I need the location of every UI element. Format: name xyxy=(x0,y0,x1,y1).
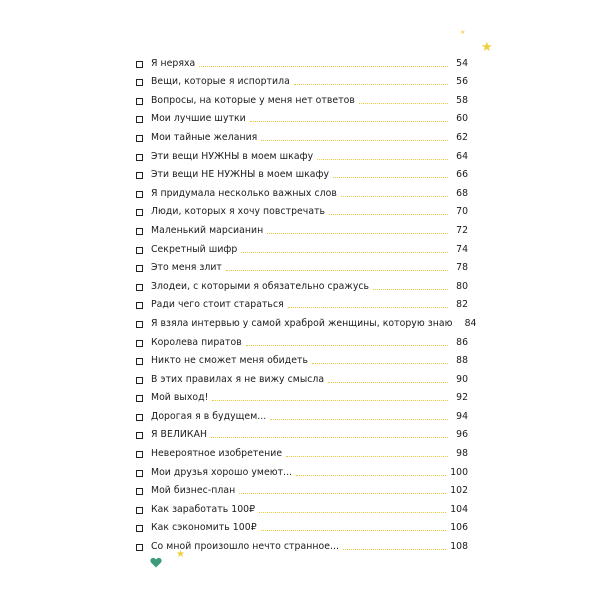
toc-entry-title: Я взяла интервью у самой храброй женщины, которую знаю xyxy=(151,317,453,329)
checkbox-icon[interactable] xyxy=(136,507,143,514)
toc-entry-title: Вопросы, на которые у меня нет ответов xyxy=(151,94,355,106)
dotted-leader xyxy=(211,436,448,438)
dotted-leader xyxy=(226,269,448,271)
toc-entry-title: Я неряха xyxy=(151,57,196,69)
checkbox-icon[interactable] xyxy=(136,209,143,216)
dotted-leader xyxy=(359,102,448,104)
checkbox-icon[interactable] xyxy=(136,228,143,235)
toc-entry-page-number: 104 xyxy=(450,503,468,515)
checkbox-icon[interactable] xyxy=(136,525,143,532)
toc-entry-page-number: 100 xyxy=(450,466,468,478)
dotted-leader xyxy=(259,511,446,513)
toc-entry-title: Как сэкономить 100₽ xyxy=(151,522,257,534)
toc-entry[interactable] xyxy=(136,496,468,515)
toc-entry[interactable] xyxy=(136,292,468,311)
toc-entry-title: Маленький марсианин xyxy=(151,224,264,236)
toc-entry-page-number: 66 xyxy=(456,169,468,181)
toc-entry-page-number: 64 xyxy=(456,150,468,162)
heart-icon xyxy=(150,557,162,568)
toc-entry[interactable] xyxy=(136,329,468,348)
toc-entry[interactable] xyxy=(136,515,468,534)
toc-entry[interactable] xyxy=(136,366,468,385)
toc-entry-page-number: 102 xyxy=(450,485,468,497)
dotted-leader xyxy=(239,492,446,494)
checkbox-icon[interactable] xyxy=(136,432,143,439)
toc-entry-page-number: 82 xyxy=(456,299,468,311)
checkbox-icon[interactable] xyxy=(136,470,143,477)
toc-entry-title: Я придумала несколько важных слов xyxy=(151,187,337,199)
toc-entry-page-number: 78 xyxy=(456,262,468,274)
dotted-leader xyxy=(373,288,448,290)
star-icon: ★ xyxy=(176,549,185,560)
toc-entry-title: Злодеи, с которыми я обязательно сражусь xyxy=(151,280,370,292)
toc-entry-title: Королева пиратов xyxy=(151,336,242,348)
toc-entry[interactable] xyxy=(136,180,468,199)
checkbox-icon[interactable] xyxy=(136,247,143,254)
checkbox-icon[interactable] xyxy=(136,358,143,365)
toc-entry-title: Ради чего стоит стараться xyxy=(151,299,284,311)
toc-entry-page-number: 62 xyxy=(456,131,468,143)
toc-entry-title: Мои друзья хорошо умеют... xyxy=(151,466,293,478)
checkbox-icon[interactable] xyxy=(136,302,143,309)
toc-entry-title: Эти вещи НУЖНЫ в моем шкафу xyxy=(151,150,314,162)
toc-entry-page-number: 56 xyxy=(456,76,468,88)
toc-entry-page-number: 86 xyxy=(456,336,468,348)
toc-entry-page-number: 108 xyxy=(450,541,468,553)
toc-entry-page-number: 96 xyxy=(456,429,468,441)
toc-entry-page-number: 94 xyxy=(456,410,468,422)
toc-entry[interactable] xyxy=(136,255,468,274)
checkbox-icon[interactable] xyxy=(136,395,143,402)
toc-entry-title: Вещи, которые я испортила xyxy=(151,76,290,88)
toc-entry-title: Эти вещи НЕ НУЖНЫ в моем шкафу xyxy=(151,169,330,181)
dotted-leader xyxy=(246,344,448,346)
dotted-leader xyxy=(329,213,448,215)
toc-entry-page-number: 98 xyxy=(456,448,468,460)
dotted-leader xyxy=(333,176,448,178)
toc-entry-title: Со мной произошло нечто странное... xyxy=(151,541,340,553)
toc-entry[interactable] xyxy=(136,440,468,459)
toc-entry-page-number: 54 xyxy=(456,57,468,69)
dotted-leader xyxy=(312,362,448,364)
toc-entry[interactable] xyxy=(136,50,468,69)
toc-entry-page-number: 74 xyxy=(456,243,468,255)
dotted-leader xyxy=(199,65,448,67)
dotted-leader xyxy=(341,195,448,197)
toc-entry[interactable] xyxy=(136,124,468,143)
toc-entry-title: В этих правилах я не вижу смысла xyxy=(151,373,325,385)
toc-entry-title: Я ВЕЛИКАН xyxy=(151,429,208,441)
toc-entry[interactable] xyxy=(136,162,468,181)
toc-entry-page-number: 72 xyxy=(456,224,468,236)
toc-entry[interactable] xyxy=(136,87,468,106)
toc-entry-title: Никто не сможет меня обидеть xyxy=(151,355,309,367)
dotted-leader xyxy=(250,120,448,122)
dotted-leader xyxy=(261,139,448,141)
checkbox-icon[interactable] xyxy=(136,61,143,68)
checkbox-icon[interactable] xyxy=(136,79,143,86)
toc-entry-page-number: 106 xyxy=(450,522,468,534)
checkbox-icon[interactable] xyxy=(136,340,143,347)
checkbox-icon[interactable] xyxy=(136,98,143,105)
dotted-leader xyxy=(294,83,448,85)
checkbox-icon[interactable] xyxy=(136,451,143,458)
toc-entry[interactable] xyxy=(136,217,468,236)
toc-entry-page-number: 68 xyxy=(456,187,468,199)
dotted-leader xyxy=(270,418,448,420)
star-icon: ★ xyxy=(481,40,493,55)
toc-entry-title: Мои тайные желания xyxy=(151,131,258,143)
dotted-leader xyxy=(241,251,448,253)
toc-entry-title: Мой бизнес-план xyxy=(151,485,236,497)
dotted-leader xyxy=(261,529,447,531)
checkbox-icon[interactable] xyxy=(136,377,143,384)
dotted-leader xyxy=(267,232,448,234)
toc-entry-title: Мой выход! xyxy=(151,392,209,404)
checkbox-icon[interactable] xyxy=(136,172,143,179)
toc-entry-page-number: 84 xyxy=(464,317,477,329)
dotted-leader xyxy=(328,381,448,383)
toc-entry-page-number: 92 xyxy=(456,392,468,404)
checkbox-icon[interactable] xyxy=(136,488,143,495)
dotted-leader xyxy=(288,306,448,308)
toc-entry[interactable] xyxy=(136,478,468,497)
toc-entry-title: Секретный шифр xyxy=(151,243,238,255)
dotted-leader xyxy=(212,399,448,401)
checkbox-icon[interactable] xyxy=(136,284,143,291)
toc-entry-title: Невероятное изобретение xyxy=(151,448,283,460)
toc-entry-page-number: 80 xyxy=(456,280,468,292)
table-of-contents xyxy=(136,50,477,553)
checkbox-icon[interactable] xyxy=(136,116,143,123)
checkbox-icon[interactable] xyxy=(136,154,143,161)
checkbox-icon[interactable] xyxy=(136,265,143,272)
toc-entry-page-number: 60 xyxy=(456,113,468,125)
dotted-leader xyxy=(286,455,448,457)
toc-entry-title: Как заработать 100₽ xyxy=(151,503,256,515)
toc-entry[interactable] xyxy=(136,403,468,422)
toc-entry[interactable] xyxy=(136,422,468,441)
toc-entry[interactable] xyxy=(136,143,468,162)
toc-entry[interactable] xyxy=(136,385,468,404)
checkbox-icon[interactable] xyxy=(136,321,143,328)
toc-entry-page-number: 90 xyxy=(456,373,468,385)
toc-entry[interactable] xyxy=(136,310,477,329)
toc-entry-page-number: 70 xyxy=(456,206,468,218)
toc-entry-title: Дорогая я в будущем... xyxy=(151,410,267,422)
toc-entry-page-number: 88 xyxy=(456,355,468,367)
dotted-leader xyxy=(343,548,446,550)
checkbox-icon[interactable] xyxy=(136,414,143,421)
checkbox-icon[interactable] xyxy=(136,135,143,142)
toc-entry[interactable] xyxy=(136,69,468,88)
toc-entry-page-number: 58 xyxy=(456,94,468,106)
dotted-leader xyxy=(296,474,446,476)
checkbox-icon[interactable] xyxy=(136,191,143,198)
toc-entry[interactable] xyxy=(136,199,468,218)
toc-entry-title: Мои лучшие шутки xyxy=(151,113,246,125)
toc-entry-title: Это меня злит xyxy=(151,262,222,274)
toc-entry[interactable] xyxy=(136,273,468,292)
dotted-leader xyxy=(317,158,448,160)
toc-entry[interactable] xyxy=(136,348,468,367)
small-star-icon: ★ xyxy=(460,29,466,36)
toc-entry[interactable] xyxy=(136,236,468,255)
toc-entry[interactable] xyxy=(136,106,468,125)
checkbox-icon[interactable] xyxy=(136,544,143,551)
toc-entry[interactable] xyxy=(136,459,468,478)
toc-entry[interactable] xyxy=(136,533,468,552)
toc-entry-title: Люди, которых я хочу повстречать xyxy=(151,206,326,218)
